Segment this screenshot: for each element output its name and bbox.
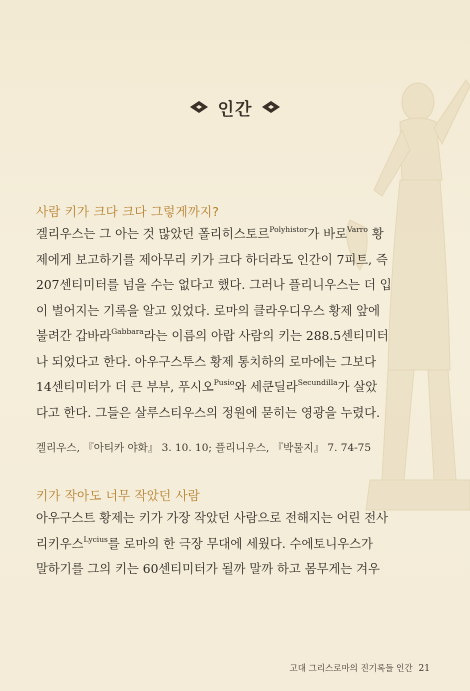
section-heading: 사람 키가 크다 크다 그렇게까지? xyxy=(36,204,220,219)
left-ornament-icon xyxy=(188,100,210,114)
body-line: 나 되었다고 한다. 아우구스투스 황제 통치하의 로마에는 그보다 xyxy=(36,354,377,369)
body-line: 리키우스$^{Lycius}$를 로마의 한 극장 무대에 세웠다. 수에토니우스가 xyxy=(36,534,373,551)
body-line: 겔리우스는 그 아는 것 많았던 폴리히스토르$^{Polyhistor}$가 바로$^{Varro}$ 황 xyxy=(36,225,384,241)
section-body xyxy=(36,222,428,426)
body-line: 제에게 보고하기를 제아무리 키가 크다 하더라도 인간이 7피트, 즉 xyxy=(36,252,388,267)
chapter-header xyxy=(0,92,470,122)
citation: 겔리우스, 『아티카 야화』 3. 10. 10; 플리니우스, 『박물지』 7. 74-75 xyxy=(36,442,372,454)
section-heading: 키가 작아도 너무 작았던 사람 xyxy=(36,488,200,503)
body-line: 207센티미터를 넘을 수는 없다고 했다. 그러나 플리니우스는 더 입 xyxy=(36,278,392,292)
page-footer xyxy=(289,662,430,674)
running-title: 고대 그리스로마의 진기록들 인간 xyxy=(289,664,413,674)
body-line: 다고 한다. 그들은 살루스티우스의 정원에 묻히는 영광을 누렸다. xyxy=(36,405,381,420)
body-line: 아우구스트 황제는 키가 가장 작았던 사람으로 전해지는 어린 전사 xyxy=(36,511,388,525)
body-line: 말하기를 그의 키는 60센티미터가 될까 말까 하고 몸무게는 겨우 xyxy=(36,562,380,576)
body-line: 불려간 갑바라$^{Gabbara}$라는 이름의 아랍 사람의 키는 288.5센티미터 xyxy=(36,327,389,343)
body-line: 이 벌어지는 기록을 알고 있었다. 로마의 클라우디우스 황제 앞에 xyxy=(36,303,381,318)
page-number: 21 xyxy=(418,664,430,674)
right-ornament-icon xyxy=(260,100,282,114)
section-body xyxy=(36,506,428,583)
chapter-title: 인간 xyxy=(217,99,253,120)
body-line: 14센티미터가 더 큰 부부, 푸시오$^{Pusio}$와 세쿤딜라$^{Secundilla}$가 살았 xyxy=(36,378,378,394)
